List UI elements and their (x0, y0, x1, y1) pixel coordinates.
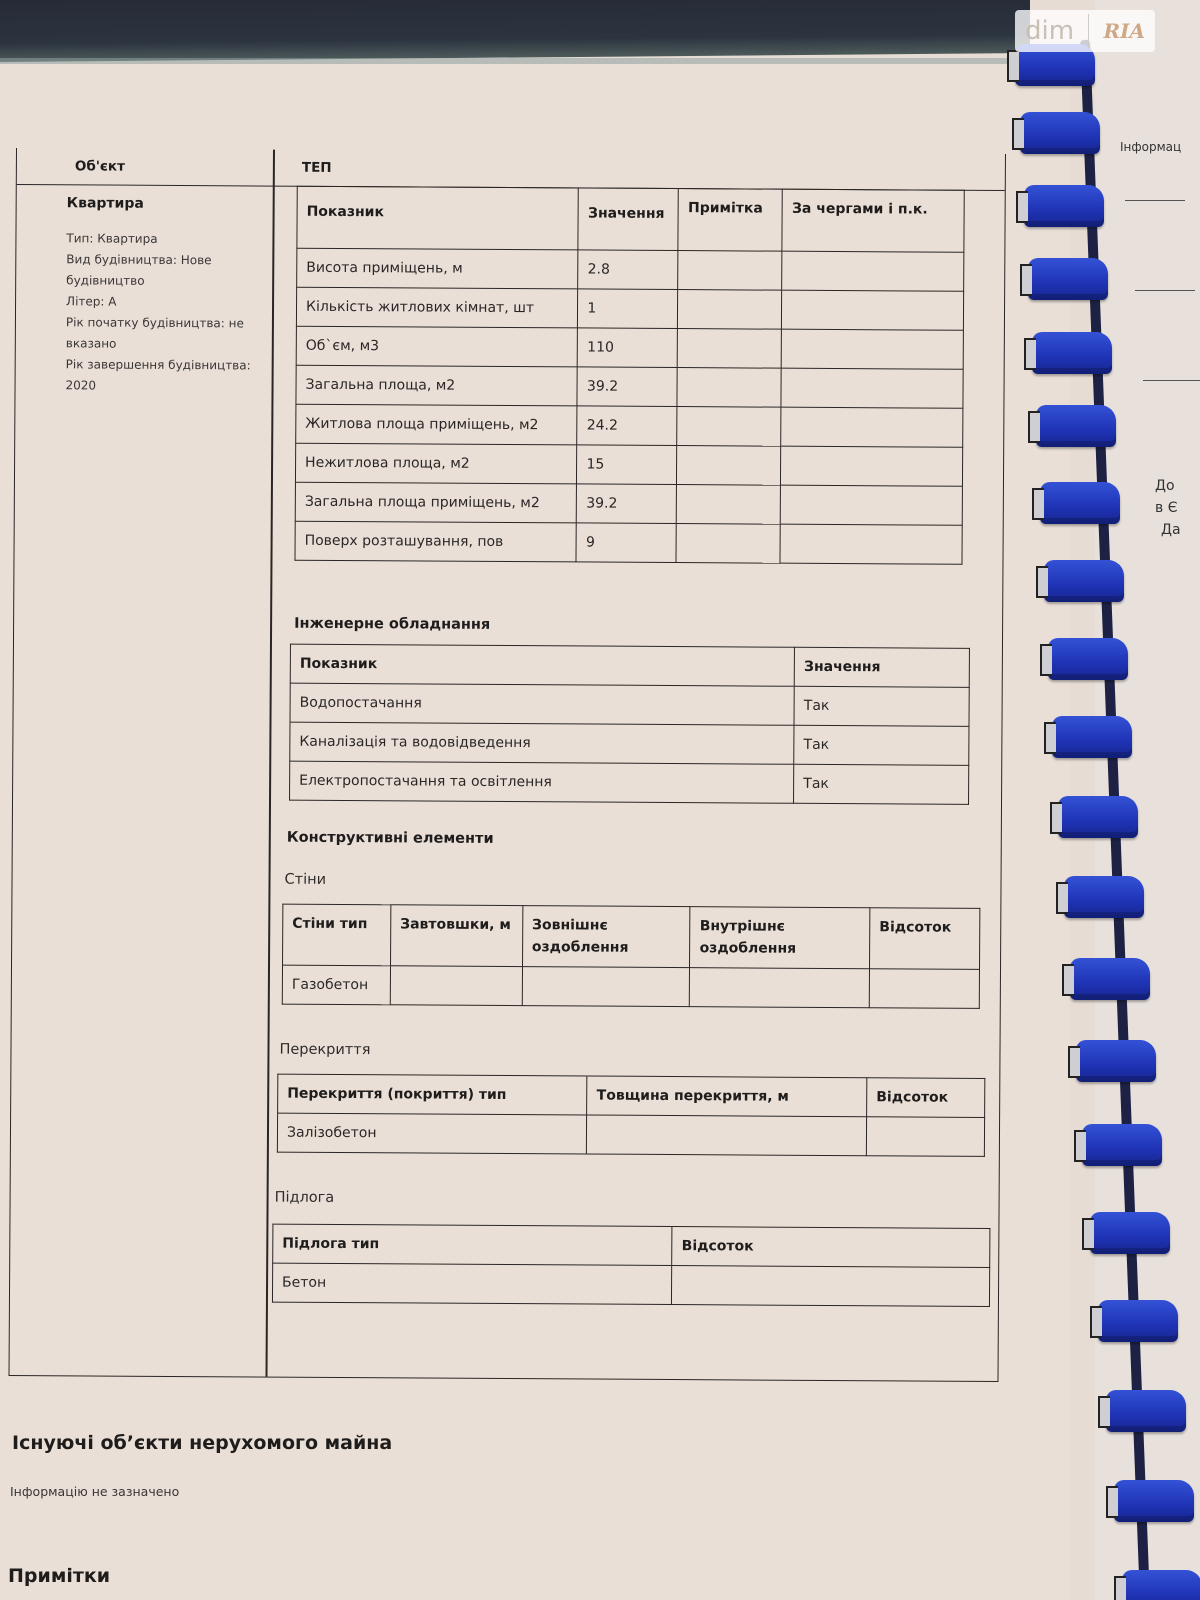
table-header-row (290, 644, 969, 687)
table-cell (676, 524, 780, 564)
table-cell (677, 368, 781, 408)
table-cell: Так (794, 764, 969, 804)
object-title: Квартира (66, 195, 144, 212)
table-cell: 39.2 (577, 367, 677, 407)
watermark-dim: dim (1025, 16, 1075, 46)
binding-ring-icon (1044, 560, 1124, 602)
table-cell (780, 524, 962, 564)
object-line: вказано (65, 336, 117, 351)
table-cell (672, 1266, 990, 1307)
table-cell (690, 968, 870, 1008)
object-line: Рік завершення будівництва: (65, 357, 251, 373)
table-row (295, 521, 962, 564)
table-cell: 1 (578, 289, 678, 329)
floor-table (272, 1224, 990, 1307)
object-line: будівництво (66, 273, 145, 288)
table-header-cell: Значення (794, 647, 969, 687)
table-row (282, 965, 979, 1008)
table-cell (677, 407, 781, 447)
table-cell: Так (794, 686, 969, 726)
binding-ring-icon (1040, 482, 1120, 524)
table-cell (781, 329, 963, 369)
table-header-cell: За чергами і п.к. (782, 189, 964, 252)
table-cell: Бетон (272, 1263, 672, 1304)
table-row (296, 287, 963, 330)
binding-ring-icon (1036, 405, 1116, 447)
adjacent-page-line (1143, 380, 1200, 381)
table-row (277, 1113, 984, 1156)
binding-ring-icon (1082, 1124, 1162, 1166)
object-line: Літер: А (66, 294, 117, 309)
table-header-cell: Внутрішнє оздоблення (690, 907, 870, 969)
table-header-cell: Відсоток (867, 1078, 985, 1118)
background-surface (0, 0, 1030, 62)
table-cell: Газобетон (282, 965, 390, 1005)
table-cell: Об`єм, м3 (296, 326, 578, 367)
table-cell: 110 (578, 328, 678, 368)
binding-ring-icon (1064, 876, 1144, 918)
existing-objects-note: Інформацію не зазначено (10, 1484, 180, 1499)
table-cell: Висота приміщень, м (297, 248, 579, 289)
table-row (295, 482, 962, 525)
header-object: Об'єкт (74, 158, 125, 175)
binding-ring-icon (1020, 112, 1100, 154)
existing-objects-title: Існуючі об’єкти нерухомого майна (12, 1432, 393, 1454)
binding-ring-icon (1122, 1570, 1200, 1600)
object-line: Рік початку будівництва: не (65, 315, 244, 331)
table-row (290, 683, 969, 726)
table-header-cell: Завтовшки, м (390, 905, 522, 967)
table-cell: 2.8 (578, 250, 678, 290)
table-cell: Так (794, 725, 969, 765)
table-row (290, 761, 969, 804)
walls-label: Стіни (284, 871, 327, 888)
table-cell: Загальна площа приміщень, м2 (295, 482, 577, 523)
binding-ring-icon (1028, 258, 1108, 300)
table-cell: 9 (576, 523, 676, 563)
table-header-cell: Відсоток (672, 1227, 990, 1268)
object-description (65, 193, 276, 397)
binding-ring-icon (1098, 1300, 1178, 1342)
walls-table (282, 904, 981, 1009)
table-cell: Водопостачання (290, 683, 794, 725)
table-cell (782, 290, 964, 330)
table-header-cell: Примітка (678, 189, 782, 252)
engineering-title: Інженерне обладнання (294, 615, 491, 633)
adjacent-page-text: Інформац (1120, 140, 1182, 154)
table-cell: 39.2 (577, 484, 677, 524)
table-header-row (297, 186, 964, 252)
table-header-row (278, 1074, 985, 1117)
table-cell (781, 485, 963, 525)
binding-ring-icon (1052, 716, 1132, 758)
adjacent-page-line (1125, 200, 1185, 201)
object-table-header (17, 148, 1005, 191)
ceilings-table (277, 1074, 985, 1157)
table-row (296, 365, 963, 408)
adjacent-page-line (1135, 290, 1195, 291)
object-line: 2020 (65, 378, 97, 393)
ceilings-label: Перекриття (279, 1041, 371, 1059)
table-cell: Електропостачання та освітлення (290, 761, 794, 803)
table-cell (782, 251, 964, 291)
table-row (272, 1263, 989, 1306)
table-header-row (273, 1224, 990, 1267)
binding-ring-icon (1048, 638, 1128, 680)
table-header-cell: Відсоток (870, 908, 980, 970)
table-row (296, 326, 963, 369)
table-cell: Житлова площа приміщень, м2 (296, 404, 578, 445)
binding-ring-icon (1058, 796, 1138, 838)
table-cell (522, 967, 690, 1007)
binding-ring-icon (1032, 332, 1112, 374)
table-cell: Нежитлова площа, м2 (295, 443, 577, 484)
table-header-cell: Зовнішнє оздоблення (522, 906, 690, 968)
binding-ring-icon (1090, 1212, 1170, 1254)
table-cell (587, 1115, 867, 1156)
object-table (8, 148, 1005, 1382)
table-row (295, 443, 962, 486)
table-header-cell: Показник (290, 644, 794, 686)
adjacent-page-text: в Є (1155, 500, 1178, 516)
tep-table (294, 186, 964, 565)
table-cell: 15 (577, 445, 677, 485)
watermark-ria: RIA (1103, 19, 1145, 43)
table-cell (866, 1117, 984, 1157)
table-cell (781, 368, 963, 408)
table-header-cell: Значення (578, 188, 678, 251)
table-header-cell: Перекриття (покриття) тип (278, 1074, 588, 1115)
object-line: Вид будівництва: Нове (66, 252, 212, 268)
binding-ring-icon (1076, 1040, 1156, 1082)
constructive-title: Конструктивні елементи (286, 829, 494, 847)
table-cell: Загальна площа, м2 (296, 365, 578, 406)
table-cell (869, 969, 979, 1009)
table-cell (678, 329, 782, 369)
table-row (290, 722, 969, 765)
table-cell (781, 446, 963, 486)
table-cell: Кількість житлових кімнат, шт (296, 287, 578, 328)
adjacent-page-text: До (1155, 478, 1175, 494)
table-row (296, 404, 963, 447)
table-cell (678, 290, 782, 330)
table-cell (390, 966, 522, 1006)
binding-ring-icon (1070, 958, 1150, 1000)
table-header-row (283, 904, 980, 969)
header-tep: ТЕП (301, 159, 332, 176)
object-line: Тип: Квартира (66, 231, 158, 246)
table-row (297, 248, 964, 291)
table-cell (677, 485, 781, 525)
watermark-divider (1088, 14, 1089, 48)
binding-ring-icon (1024, 185, 1104, 227)
table-cell (677, 446, 781, 486)
table-header-cell: Підлога тип (273, 1224, 673, 1265)
table-header-cell: Стіни тип (283, 904, 391, 966)
notes-title: Примітки (8, 1565, 111, 1587)
engineering-table (289, 644, 970, 805)
adjacent-page-text: Да (1161, 522, 1181, 538)
watermark-logo (1015, 10, 1155, 52)
table-cell: Залізобетон (277, 1113, 587, 1154)
table-cell: Поверх розташування, пов (295, 521, 577, 562)
table-cell (678, 251, 782, 291)
table-cell: Каналізація та водовідведення (290, 722, 794, 764)
table-cell (781, 407, 963, 447)
floor-label: Підлога (274, 1189, 335, 1206)
table-cell: 24.2 (577, 406, 677, 446)
binding-ring-icon (1106, 1390, 1186, 1432)
table-header-cell: Товщина перекриття, м (587, 1076, 867, 1117)
table-header-cell: Показник (297, 186, 579, 250)
binding-ring-icon (1114, 1480, 1194, 1522)
